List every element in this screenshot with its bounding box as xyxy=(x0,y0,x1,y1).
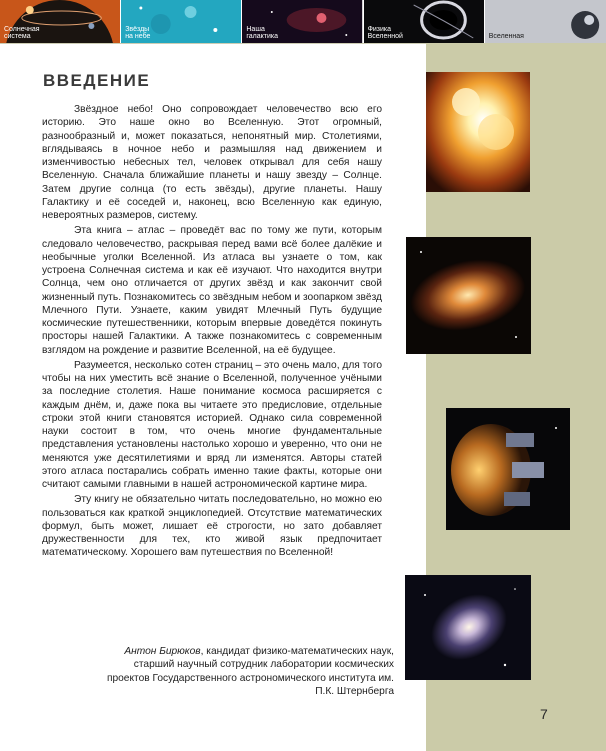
page-number: 7 xyxy=(540,706,548,722)
author-name: Антон Бирюков xyxy=(124,646,201,657)
tab-label: Звёзды на небе xyxy=(125,26,151,40)
author-signature xyxy=(102,645,394,698)
paragraph: Звёздное небо! Оно сопровождает человечество всю его историю. Это наше окно во Вселенную. Этот огромный, разнообразный и, может показаться, непонятный мир. Столетиями, вглядываясь в ночное небо и размышляя над движением и изменчивостью небесных тел, человек открывал для себя нашу Вселенную. Сначала ближайшие планеты и нашу звезду – Солнце. Затем другие солнца (то есть звёзды), другие планеты. Нашу Галактику и её соседей и, наконец, всю Вселенную как единую, невероятных размеров, систему. xyxy=(42,104,382,221)
paragraph: Эту книгу не обязательно читать последовательно, но можно ею пользоваться как краткой энциклопедией. Отсутствие математических формул, быть может, лишает её строгости, но зато добавляет дружественности для тех, кто живой язык предпочитает математическому. Хорошего вам путешествия по Вселенной! xyxy=(42,494,382,559)
page-title: ВВЕДЕНИЕ xyxy=(43,71,151,90)
spiral-galaxy-photo xyxy=(405,575,531,680)
tab-our-galaxy[interactable] xyxy=(242,0,363,43)
tab-label: Наша галактика xyxy=(246,26,279,40)
top-rule xyxy=(0,43,426,44)
tab-universe[interactable] xyxy=(485,0,606,43)
tab-stars-in-sky[interactable] xyxy=(121,0,242,43)
section-nav xyxy=(0,0,606,43)
tab-label: Солнечная система xyxy=(4,26,40,40)
tab-solar-system[interactable] xyxy=(0,0,121,43)
tab-physics-of-universe[interactable] xyxy=(364,0,485,43)
paragraph: Разумеется, несколько сотен страниц – это очень мало, для того чтобы на них уместить всё знание о Вселенной, полученное учёными за последние столетия. Наше понимание космоса расширяется с каждым днём, и, даже пока вы читаете это предисловие, отдельные строки этой книги становятся историей. Однако сила современной науки состоит в том, что очень многие фундаментальные представления установлены настолько хорошо и уверенно, что они не меняются уже десятилетиями и вряд ли изменятся. Авторы статей этого атласа постарались собрать именно такие факты, которые они считают самыми главными в нашей астрономической картине мира. xyxy=(42,359,382,490)
spaceship-photo xyxy=(446,408,570,530)
tab-label: Физика Вселенной xyxy=(367,26,403,40)
author-credentials: , кандидат физико-математических наук, старший научный сотрудник лаборатории космических проектов Государственного астрономического института им. П.К. Штернберга xyxy=(106,646,394,697)
tab-label: Вселенная xyxy=(488,33,524,40)
galaxy-photo xyxy=(406,237,531,354)
article-body xyxy=(42,103,382,562)
explosion-photo xyxy=(426,72,530,192)
paragraph: Эта книга – атлас – проведёт вас по тому же пути, которым следовало человечество, раскрывая перед вами всё более далёкие и необычные уголки Вселенной. Из атласа вы узнаете о том, как устроена Солнечная система и как её изучают. Что находится внутри Солнца, чем оно отличается от других звёзд и как закончит свой жизненный путь. Познакомитесь со звёздным небом и зоопарком звёзд Млечного Пути. Узнаете, каким увидят Млечный Путь будущие космические путешественники, которым впервые доведётся покинуть просторы нашей Галактики. А также познакомитесь с современным взглядом на рождение и развитие Вселенной, на её будущее. xyxy=(42,225,382,356)
